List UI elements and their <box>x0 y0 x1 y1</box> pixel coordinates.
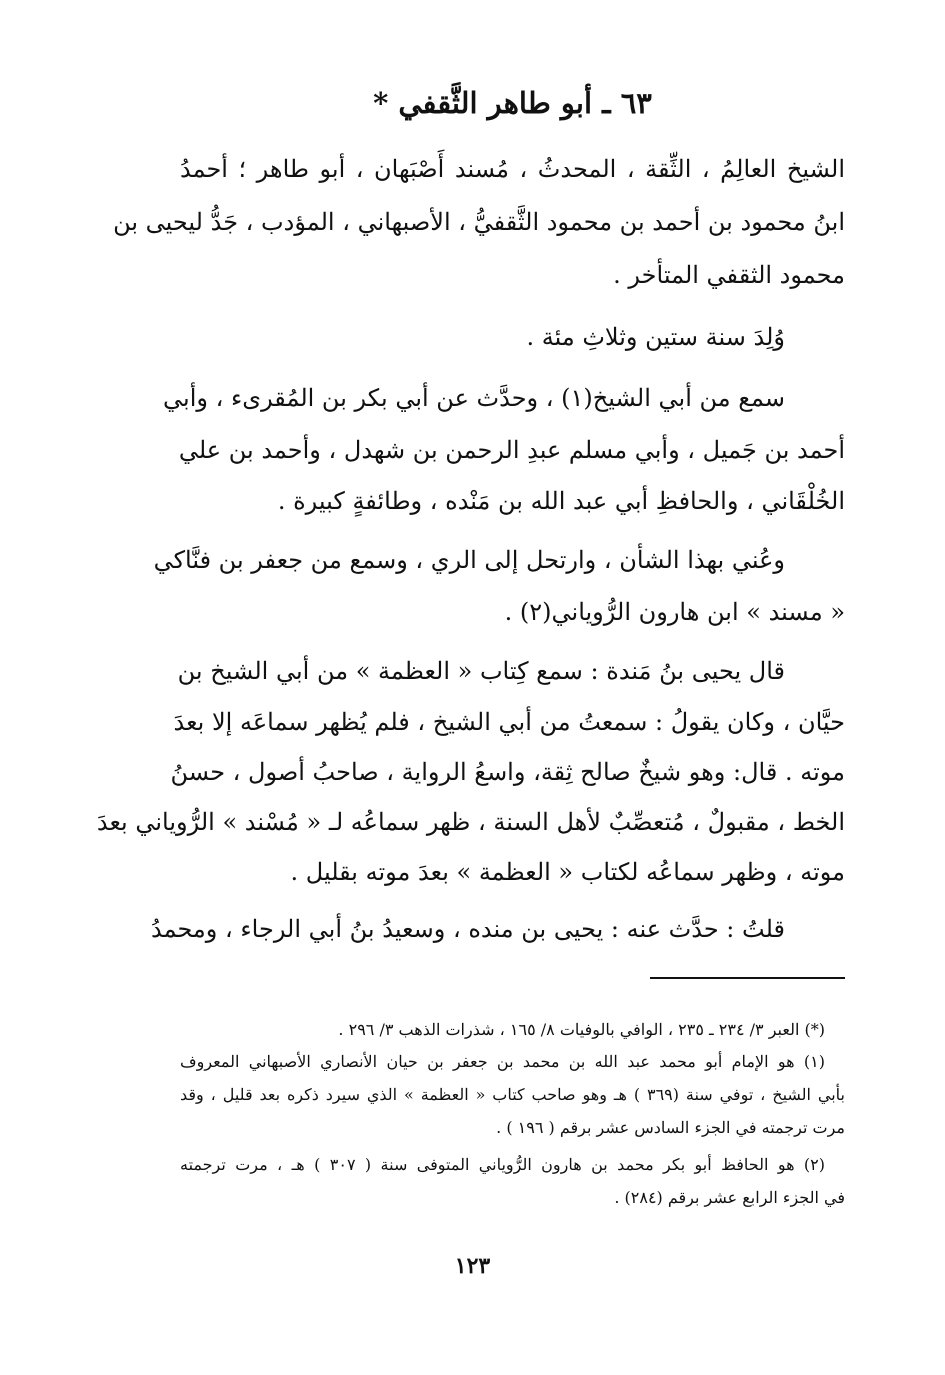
body-line: قال يحيى بنُ مَندة : سمع كِتاب « العظمة » من أبي الشيخ بن <box>177 657 785 685</box>
footnote-line: بأبي الشيخ ، توفي سنة (٣٦٩ ) هـ وهو صاحب كتاب « العظمة » الذي سيرد ذكره بعد قليل ، وقد <box>180 1085 845 1104</box>
body-line: سمع من أبي الشيخ(١) ، وحدَّث عن أبي بكر بن المُقرىء ، وأبي <box>163 384 785 412</box>
body-line: موته . قال: وهو شيخٌ صالح ثِقة، واسعُ الرواية ، صاحبُ أصول ، حسنُ <box>170 758 845 786</box>
body-line: الخط ، مقبولٌ ، مُتعصِّبٌ لأهل السنة ، ظهر سماعُه لـ « مُسْند » الرُّوياني بعدَ <box>96 808 845 836</box>
body-line: أحمد بن جَميل ، وأبي مسلم عبدِ الرحمن بن شهدل ، وأحمد بن علي <box>178 436 845 464</box>
footnote-line: (*) العبر ٣/ ٢٣٤ ـ ٢٣٥ ، الوافي بالوفيات ٨/ ١٦٥ ، شذرات الذهب ٣/ ٢٩٦ . <box>338 1020 825 1039</box>
chapter-heading: ٦٣ ـ أبو طاهر الثَّقفي * <box>373 86 652 120</box>
body-line: وُلِدَ سنة ستين وثلاثِ مئة . <box>526 323 785 351</box>
body-line: « مسند » ابن هارون الرُّوياني(٢) . <box>504 598 845 626</box>
footnote-separator <box>650 977 845 979</box>
body-line: قلتُ : حدَّث عنه : يحيى بن منده ، وسعيدُ بنُ أبي الرجاء ، ومحمدُ <box>150 915 785 943</box>
body-line: حيَّان ، وكان يقولُ : سمعتُ من أبي الشيخ ، فلم يُظهر سماعَه إلا بعدَ <box>173 708 845 736</box>
footnote-line: مرت ترجمته في الجزء السادس عشر برقم ( ١٩٦ ) . <box>496 1118 845 1137</box>
footnote-line: في الجزء الرابع عشر برقم (٢٨٤) . <box>614 1188 845 1207</box>
body-line: الشيخ العالِمُ ، الثِّقة ، المحدثُ ، مُسند أَصْبَهان ، أبو طاهر ؛ أحمدُ <box>180 155 845 183</box>
footnote-line: (٢) هو الحافظ أبو بكر محمد بن هارون الرُّوياني المتوفى سنة ( ٣٠٧ ) هـ ، مرت ترجمته <box>180 1155 826 1174</box>
footnote-line: (١) هو الإمام أبو محمد عبد الله بن محمد بن جعفر بن حيان الأنصاري الأصبهاني المعروف <box>180 1052 825 1071</box>
body-line: ابنُ محمود بن أحمد بن محمود الثَّقفيُّ ، الأصبهاني ، المؤدب ، جَدُّ ليحيى بن <box>113 208 845 236</box>
body-line: الخُلْقَاني ، والحافظِ أبي عبد الله بن مَنْده ، وطائفةٍ كبيرة . <box>277 487 845 515</box>
page-number: ١٢٣ <box>454 1253 491 1279</box>
body-line: وعُني بهذا الشأن ، وارتحل إلى الري ، وسمع من جعفر بن فنَّاكي <box>153 546 785 574</box>
body-line: موته ، وظهر سماعُه لكتاب « العظمة » بعدَ موته بقليل . <box>290 858 845 886</box>
body-line: محمود الثقفي المتأخر . <box>613 261 845 289</box>
